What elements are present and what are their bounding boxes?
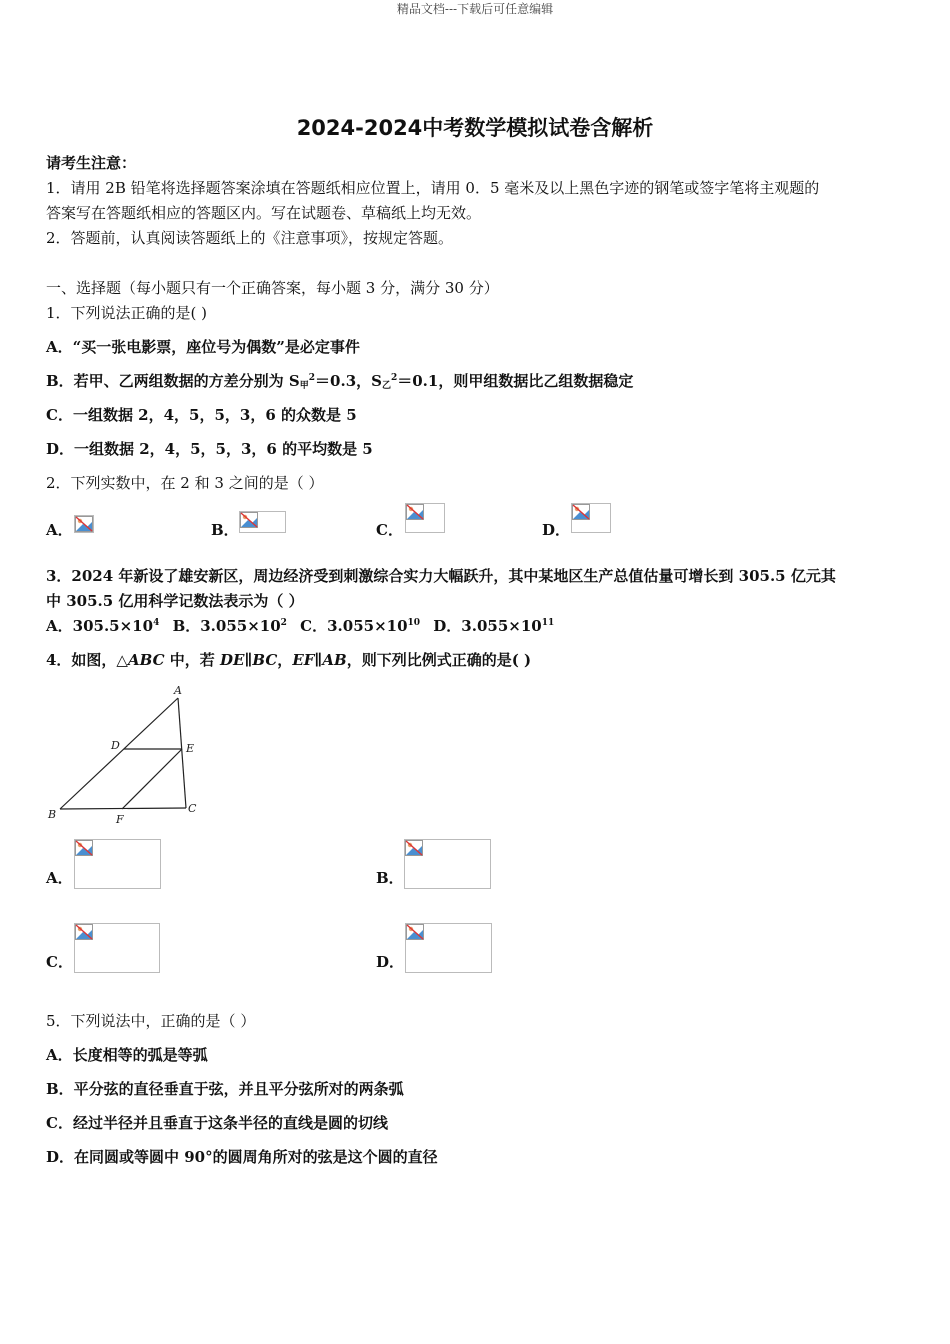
triangle-figure	[40, 682, 210, 827]
q2-image-b	[239, 511, 286, 533]
q4-comma: ，	[277, 651, 293, 669]
q4-ef: EF	[292, 651, 315, 669]
q4-stem	[46, 649, 531, 670]
q2-label-c: C．	[376, 521, 403, 539]
page-title: 2024-2024中考数学模拟试卷含解析	[296, 116, 654, 140]
q4-par2: ∥	[314, 651, 323, 669]
section-heading: 一、选择题（每小题只有一个正确答案，每小题 3 分，满分 30 分）	[46, 279, 499, 297]
notice-item-1b: 答案写在答题纸相应的答题区内。写在试题卷、草稿纸上均无效。	[46, 204, 482, 222]
q4-bc: BC	[252, 651, 278, 669]
notice-item-2: 2．答题前，认真阅读答题纸上的《注意事项》，按规定答题。	[46, 229, 454, 247]
q5-stem: 5．下列说法中，正确的是（ ）	[46, 1012, 256, 1030]
q5-option-c: C．经过半径并且垂直于这条半径的直线是圆的切线	[46, 1114, 388, 1132]
page-header: 精品文档---下载后可任意编辑	[396, 2, 554, 16]
q2-stem: 2．下列实数中，在 2 和 3 之间的是（ ）	[46, 474, 324, 492]
notice-heading: 请考生注意：	[46, 154, 137, 172]
segment-ac	[178, 698, 186, 808]
q4-par1: ∥	[244, 651, 253, 669]
q1-stem: 1．下列说法正确的是( )	[46, 304, 208, 322]
q2-image-d	[571, 503, 611, 533]
q2-image-c	[405, 503, 445, 533]
segment-ab	[60, 698, 178, 809]
q1-b-sq2: 2	[390, 373, 398, 383]
q4-pre: 4．如图，△	[46, 651, 128, 669]
broken-image-icon	[75, 924, 93, 940]
q3-option-b-exp: 2	[280, 618, 287, 628]
broken-image-icon	[406, 504, 424, 520]
q1-b-mid: ＝0.3，S	[315, 372, 382, 390]
q5-option-b: B．平分弦的直径垂直于弦，并且平分弦所对的两条弧	[46, 1080, 404, 1098]
q3-option-b: B．3.055×10	[172, 617, 281, 635]
q4-label-a: A．	[46, 869, 73, 887]
q4-image-c	[74, 923, 160, 973]
q1-b-pre: B．若甲、乙两组数据的方差分别为 S	[46, 372, 300, 390]
q3-stem-a: 3．2024 年新设了雄安新区，周边经济受到刺激综合实力大幅跃升，其中某地区生产总值估量可增长到 305.5 亿元其	[46, 567, 836, 585]
q4-ab: AB	[322, 651, 347, 669]
q3-option-c-exp: 10	[407, 618, 421, 628]
q4-label-b: B．	[376, 869, 404, 887]
q5-option-a: A．长度相等的弧是等弧	[46, 1046, 208, 1064]
q4-image-a	[74, 839, 161, 889]
q1-option-b	[46, 370, 633, 391]
q3-option-d-exp: 11	[541, 618, 555, 628]
q4-mid: 中，若	[164, 651, 220, 669]
q2-label-d: D．	[542, 521, 571, 539]
label-c: C	[188, 802, 197, 815]
q1-option-d: D．一组数据 2，4，5，5，3，6 的平均数是 5	[46, 440, 373, 458]
q1-b-post: ＝0.1，则甲组数据比乙组数据稳定	[397, 372, 634, 390]
q4-label-d: D．	[376, 953, 405, 971]
q3-stem-b: 中 305.5 亿用科学记数法表示为（ ）	[46, 592, 304, 610]
broken-image-icon	[240, 512, 258, 528]
q3-option-c: C．3.055×10	[300, 617, 408, 635]
notice-item-1a: 1．请用 2B 铅笔将选择题答案涂填在答题纸相应位置上，请用 0．5 毫米及以上黑色字迹的钢笔或签字笔将主观题的	[46, 179, 820, 197]
q4-image-b	[404, 839, 491, 889]
q2-label-b: B．	[211, 521, 239, 539]
q3-option-d: D．3.055×10	[433, 617, 542, 635]
q4-label-c: C．	[46, 953, 73, 971]
broken-image-icon	[75, 840, 93, 856]
q4-post: ，则下列比例式正确的是( )	[346, 651, 532, 669]
label-f: F	[116, 813, 124, 826]
label-e: E	[186, 742, 195, 755]
q1-option-a: A．“买一张电影票，座位号为偶数”是必定事件	[46, 338, 360, 356]
broken-image-icon	[75, 516, 93, 532]
segment-ef	[122, 749, 182, 809]
q2-image-a	[74, 515, 94, 533]
label-b: B	[48, 808, 57, 821]
broken-image-icon	[405, 840, 423, 856]
q4-image-d	[405, 923, 492, 973]
q2-label-a: A．	[46, 521, 73, 539]
q3-option-a: A．305.5×10	[46, 617, 154, 635]
q3-option-a-exp: 4	[153, 618, 160, 628]
label-a: A	[174, 684, 182, 697]
q1-b-sub1: 甲	[299, 381, 309, 391]
q1-option-c: C．一组数据 2，4，5，5，3，6 的众数是 5	[46, 406, 357, 424]
broken-image-icon	[572, 504, 590, 520]
q1-b-sub2: 乙	[381, 381, 391, 391]
q5-option-d: D．在同圆或等圆中 90°的圆周角所对的弦是这个圆的直径	[46, 1148, 438, 1166]
label-d: D	[111, 739, 120, 752]
q4-de: DE	[219, 651, 245, 669]
broken-image-icon	[406, 924, 424, 940]
q1-b-sq1: 2	[308, 373, 316, 383]
q3-options	[46, 615, 554, 636]
q4-abc: ABC	[127, 651, 165, 669]
